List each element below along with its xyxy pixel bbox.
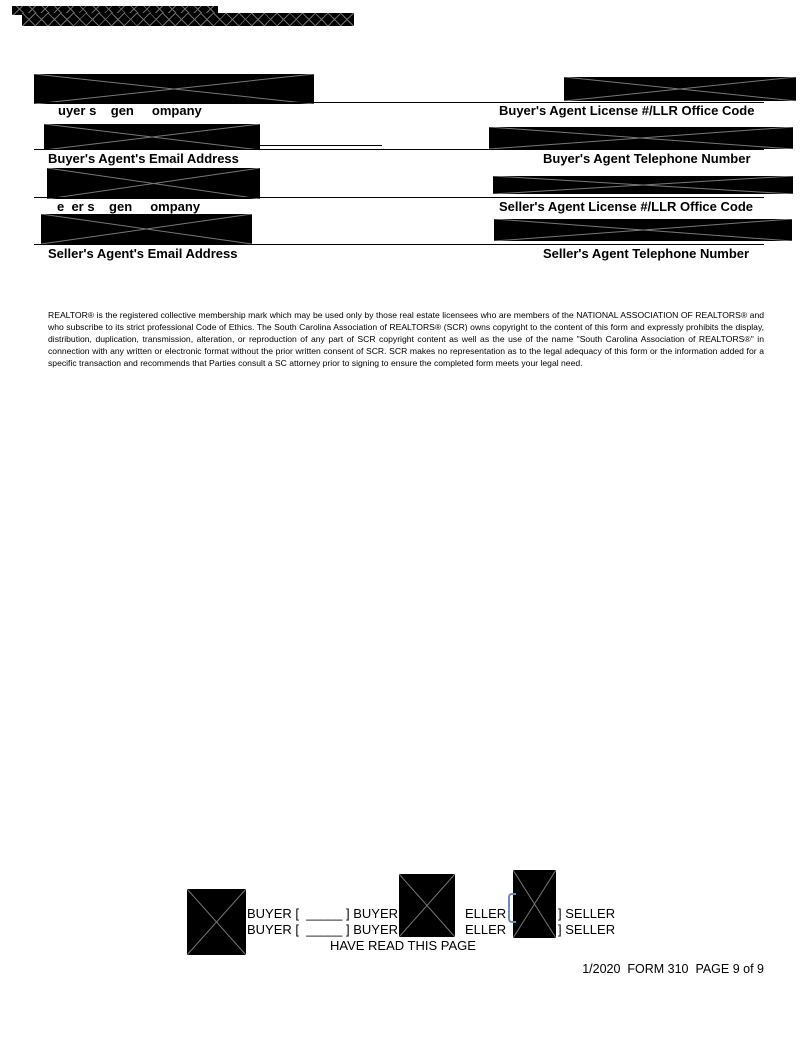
initials-row2-buyer: BUYER [ _____ ] BUYER xyxy=(247,922,399,937)
initials-row2-seller-suffix: ] SELLER xyxy=(558,922,616,937)
seller-company-line xyxy=(34,197,764,198)
seller-license-redaction xyxy=(493,176,793,194)
seller-initials-redaction xyxy=(513,870,556,938)
initials-row1-buyer: BUYER [ _____ ] BUYER xyxy=(247,906,399,921)
buyer-phone-redaction xyxy=(489,127,793,149)
header-redaction-2 xyxy=(22,13,354,26)
buyer-email-line xyxy=(34,149,764,150)
buyer-email-underline xyxy=(260,145,382,146)
seller-company-redaction xyxy=(47,168,260,199)
realtor-disclaimer: REALTOR® is the registered collective membership mark which may be used only by those real estate licensees who are members of the NATIONAL ASSOCIATION OF REALTORS® and who subscribe to its strict professional Code of Ethics. The South Carolina Association of REALTORS® (SCR) owns copyright to the content of this form and expressly prohibits the display, distribution, duplication, transmission, alteration, or reproduction of any part of SCR copyright content as well as the use of the name "South Carolina Association of REALTORS®" in connection with any written or electronic format without the prior written consent of SCR. SCR makes no representation as to the legal adequacy of this form or the information added for a specific transaction and recommends that Parties consult a SC attorney prior to signing to ensure the completed form meets your legal need. xyxy=(48,310,764,369)
form-page-footer: 1/2020 FORM 310 PAGE 9 of 9 xyxy=(582,962,764,976)
buyer2-initials-redaction xyxy=(399,874,455,937)
buyer-email-label: Buyer's Agent's Email Address xyxy=(48,151,239,166)
initials-row2-seller-prefix: ELLER xyxy=(465,922,507,937)
buyer-email-redaction xyxy=(44,124,260,150)
buyer-license-redaction xyxy=(564,77,796,101)
seller-email-line xyxy=(34,244,764,245)
have-read-this-page: HAVE READ THIS PAGE xyxy=(330,938,476,953)
initials-row1-seller-suffix: ] SELLER xyxy=(558,906,616,921)
seller-initials-bracket xyxy=(508,893,516,923)
buyer-company-redaction xyxy=(34,74,314,104)
seller-phone-label: Seller's Agent Telephone Number xyxy=(543,246,750,261)
seller-phone-redaction xyxy=(494,219,792,241)
buyer-license-label: Buyer's Agent License #/LLR Office Code xyxy=(499,103,755,118)
buyer-company-label: uyer s gen ompany xyxy=(58,103,202,118)
buyer-initials-redaction xyxy=(187,889,246,955)
seller-company-label: e er s gen ompany xyxy=(57,199,201,214)
seller-email-redaction xyxy=(41,214,252,244)
buyer-phone-label: Buyer's Agent Telephone Number xyxy=(543,151,751,166)
seller-license-label: Seller's Agent License #/LLR Office Code xyxy=(499,199,754,214)
seller-email-label: Seller's Agent's Email Address xyxy=(48,246,238,261)
initials-row1-seller-prefix: ELLER xyxy=(465,906,507,921)
